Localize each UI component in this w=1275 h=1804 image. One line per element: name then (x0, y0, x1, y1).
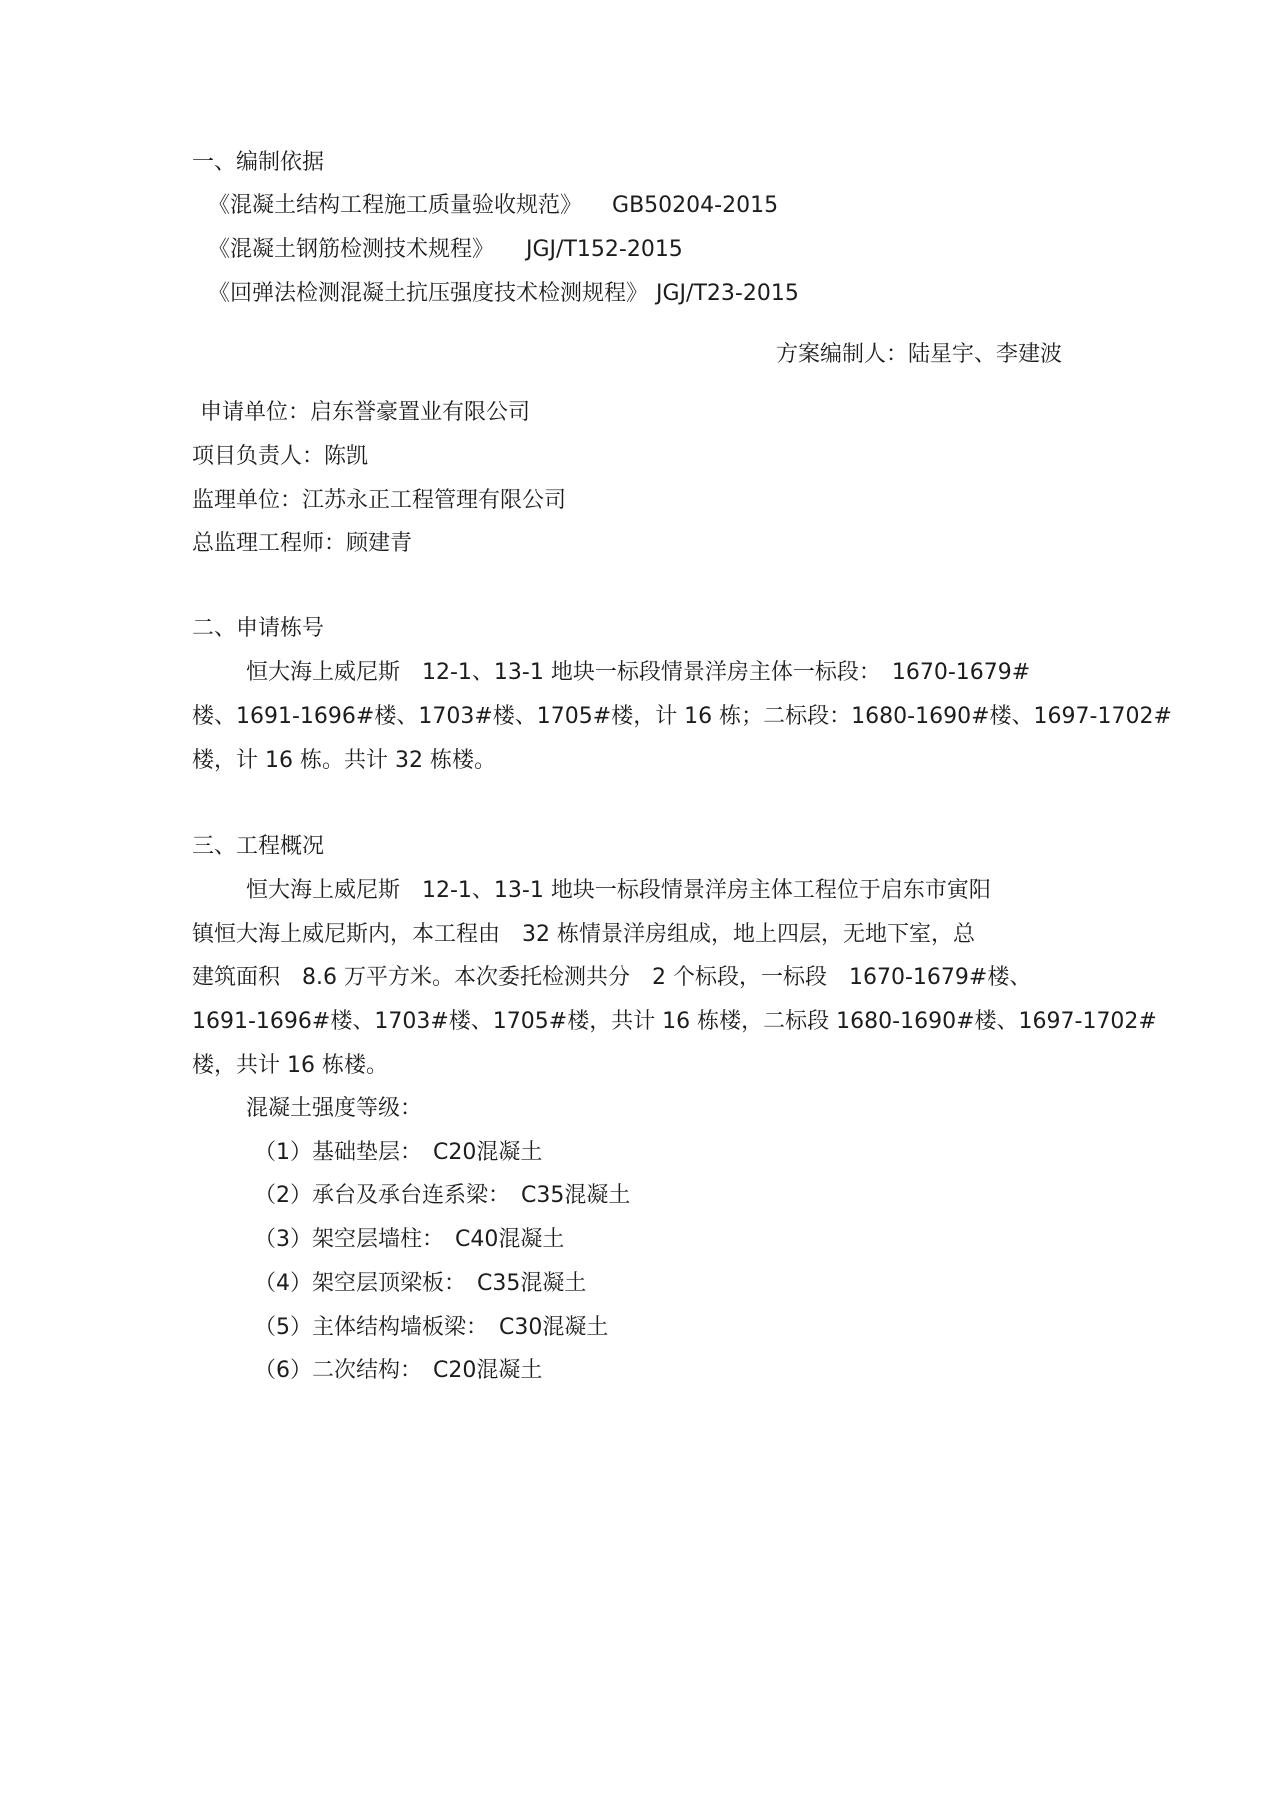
reference-3 (208, 279, 799, 309)
reference-title: 《回弹法检测混凝土抗压强度技术检测规程》 (208, 281, 649, 306)
grade-item-1: （1）基础垫层： C20混凝土 (254, 1140, 543, 1165)
section3-line-5: 楼，共计 16 栋楼。 (192, 1053, 388, 1078)
project-lead-line: 项目负责人：陈凯 (192, 444, 369, 469)
author-line: 方案编制人：陆星宇、李建波 (775, 342, 1062, 367)
reference-1 (208, 191, 778, 221)
grade-item-3: （3）架空层墙柱： C40混凝土 (254, 1227, 565, 1252)
section3-line-3: 建筑面积 8.6 万平方米。本次委托检测共分 2 个标段，一标段 1670-1679#楼、 (192, 965, 1032, 990)
grade-title: 混凝土强度等级： (246, 1096, 423, 1121)
reference-title: 《混凝土结构工程施工质量验收规范》 (208, 193, 583, 218)
section2-line-1: 恒大海上威尼斯 12-1、13-1 地块一标段情景洋房主体一标段： 1670-1679# (246, 660, 1031, 685)
section1-heading: 一、编制依据 (192, 150, 325, 175)
grade-item-4: （4）架空层顶梁板： C35混凝土 (254, 1271, 587, 1296)
section2-line-3: 楼，计 16 栋。共计 32 栋楼。 (192, 748, 496, 773)
supervisor-line: 监理单位：江苏永正工程管理有限公司 (192, 488, 567, 513)
section2-line-2: 楼、1691-1696#楼、1703#楼、1705#楼，计 16 栋；二标段：1680-1690#楼、1697-1702# (192, 704, 1172, 729)
section2-heading: 二、申请栋号 (192, 616, 325, 641)
applicant-line: 申请单位：启东誉豪置业有限公司 (200, 400, 531, 425)
reference-title: 《混凝土钢筋检测技术规程》 (208, 237, 495, 262)
grade-item-2: （2）承台及承台连系梁： C35混凝土 (254, 1183, 631, 1208)
section3-line-2: 镇恒大海上威尼斯内，本工程由 32 栋情景洋房组成，地上四层，无地下室，总 (192, 922, 975, 947)
grade-item-6: （6）二次结构： C20混凝土 (254, 1358, 543, 1383)
chief-engineer-line: 总监理工程师：顾建青 (192, 531, 413, 556)
reference-code: JGJ/T152-2015 (526, 237, 683, 262)
section3-line-4: 1691-1696#楼、1703#楼、1705#楼，共计 16 栋楼，二标段 1680-1690#楼、1697-1702# (192, 1009, 1157, 1034)
grade-item-5: （5）主体结构墙板梁： C30混凝土 (254, 1315, 609, 1340)
reference-code: GB50204-2015 (612, 193, 779, 218)
reference-code: JGJ/T23-2015 (656, 281, 799, 306)
reference-2 (208, 235, 683, 265)
section3-heading: 三、工程概况 (192, 834, 325, 859)
section3-line-1: 恒大海上威尼斯 12-1、13-1 地块一标段情景洋房主体工程位于启东市寅阳 (246, 878, 991, 903)
